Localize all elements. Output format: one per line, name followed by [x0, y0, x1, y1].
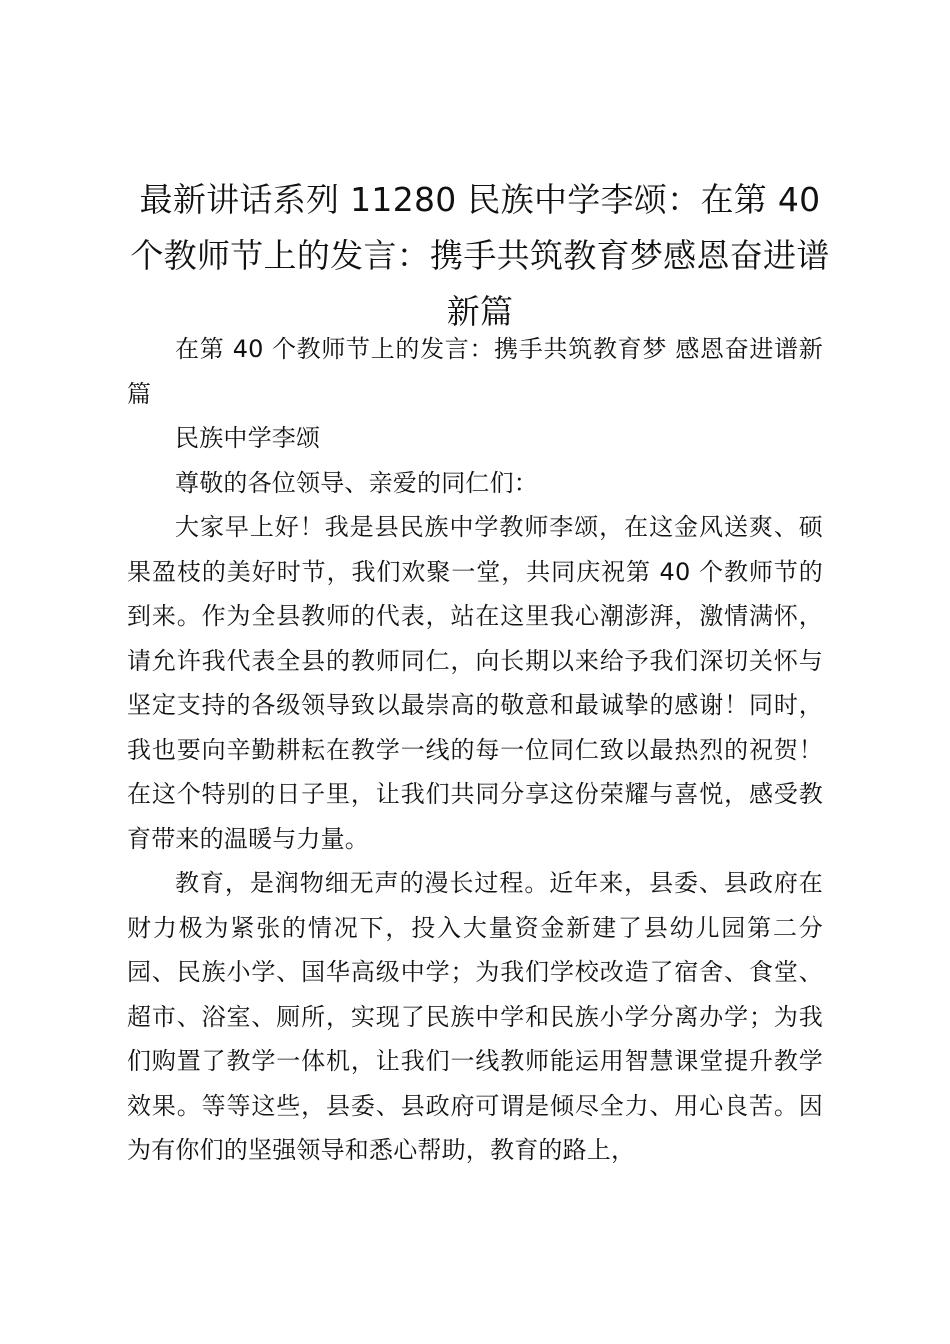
author-line: 民族中学李颂	[175, 424, 321, 452]
subtitle-paragraph: 在第 40 个教师节上的发言：携手共筑教育梦 感恩奋进谱新篇	[127, 335, 823, 408]
salutation: 尊敬的各位领导、亲爱的同仁们：	[175, 468, 538, 497]
document-body	[127, 327, 823, 1173]
body-paragraph: 教育，是润物细无声的漫长过程。近年来，县委、县政府在财力极为紧张的情况下，投入大量资金新建了县幼儿园第二分园、民族小学、国华高级中学；为我们学校改造了宿舍、食堂、超市、浴室、厕所，实现了民族中学和民族小学分离办学；为我们购置了教学一体机，让我们一线教师能运用智慧课堂提升教学效果。等等这些，县委、县政府可谓是倾尽全力、用心良苦。因为有你们的坚强领导和悉心帮助，教育的路上，	[127, 869, 823, 1164]
body-paragraph: 大家早上好！我是县民族中学教师李颂，在这金风送爽、硕果盈枝的美好时节，我们欢聚一堂，共同庆祝第 40 个教师节的到来。作为全县教师的代表，站在这里我心潮澎湃，激情满怀，请允许我代表全县的教师同仁，向长期以来给予我们深切关怀与坚定支持的各级领导致以最崇高的敬意和最诚挚的感谢！同时，我也要向辛勤耕耘在教学一线的每一位同仁致以最热烈的祝贺！在这个特别的日子里，让我们共同分享这份荣耀与喜悦，感受教育带来的温暖与力量。	[127, 513, 823, 853]
document-title: 最新讲话系列 11280 民族中学李颂：在第 40 个教师节上的发言：携手共筑教育梦感恩奋进谱新篇	[130, 180, 830, 331]
